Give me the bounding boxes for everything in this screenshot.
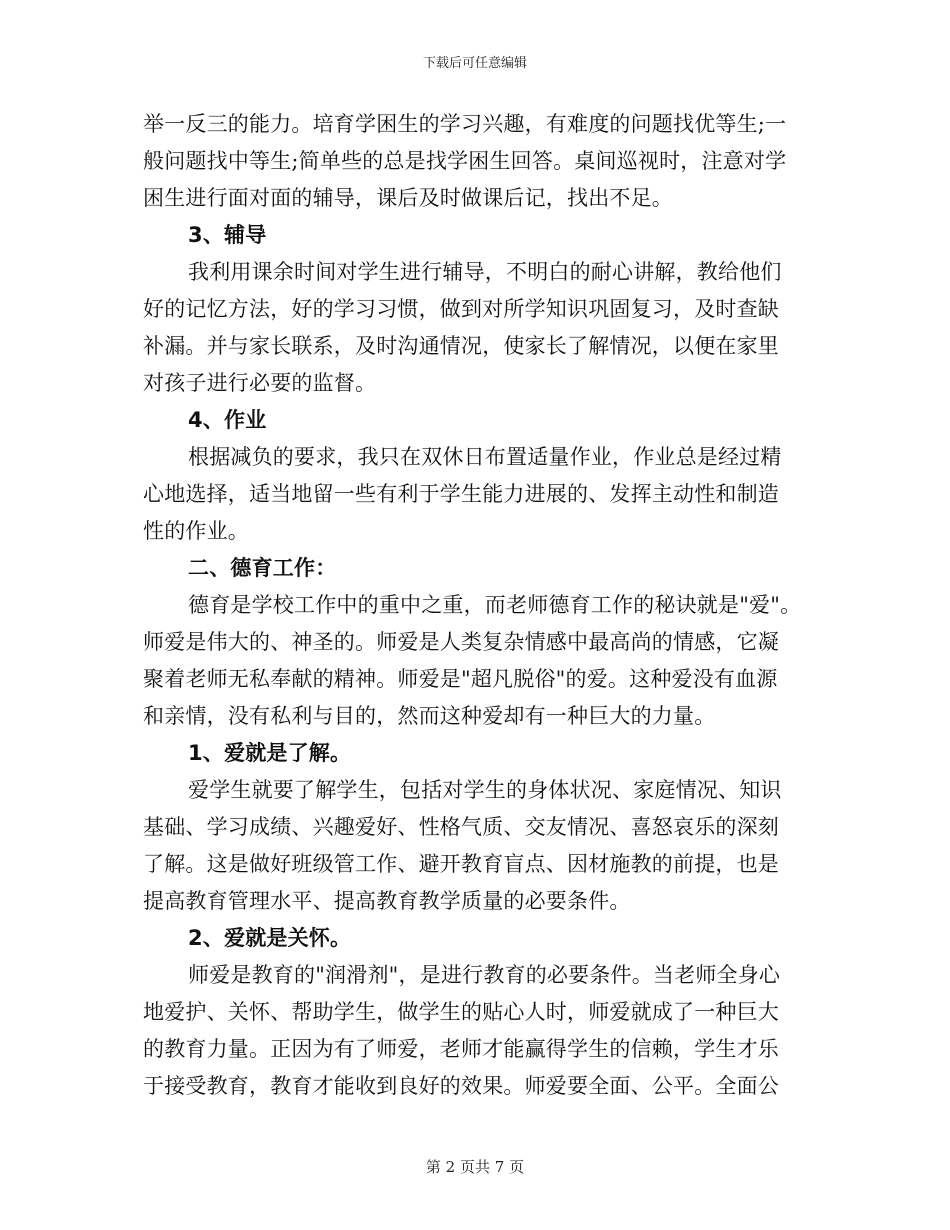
paragraph-line: 我利用课余时间对学生进行辅导，不明白的耐心讲解，教给他们 bbox=[188, 260, 782, 284]
paragraph-line: 了解。这是做好班级管工作、避开教育盲点、因材施教的前提，也是 bbox=[143, 852, 779, 876]
paragraph-line: 补漏。并与家长联系，及时沟通情况，使家长了解情况，以便在家里 bbox=[143, 334, 779, 358]
paragraph-line: 爱学生就要了解学生，包括对学生的身体状况、家庭情况、知识 bbox=[188, 778, 782, 802]
section-heading: 4、作业 bbox=[188, 408, 267, 432]
paragraph-line: 师爱是伟大的、神圣的。师爱是人类复杂情感中最高尚的情感，它凝 bbox=[143, 630, 779, 654]
paragraph-line: 根据减负的要求，我只在双休日布置适量作业，作业总是经过精 bbox=[188, 445, 782, 469]
paragraph-line: 对孩子进行必要的监督。 bbox=[143, 371, 377, 395]
paragraph-line: 性的作业。 bbox=[143, 519, 249, 543]
paragraph-line: 德育是学校工作中的重中之重，而老师德育工作的秘诀就是"爱"。 bbox=[188, 593, 802, 617]
page-header: 下载后可任意编辑 bbox=[422, 56, 527, 71]
paragraph-line: 提高教育管理水平、提高教育教学质量的必要条件。 bbox=[143, 889, 631, 913]
paragraph-line: 举一反三的能力。培育学困生的学习兴趣，有难度的问题找优等生;一 bbox=[143, 112, 787, 136]
paragraph-line: 般问题找中等生;简单些的总是找学困生回答。桌间巡视时，注意对学 bbox=[143, 149, 787, 173]
document-body bbox=[143, 106, 803, 1105]
section-heading: 二、德育工作： bbox=[188, 556, 337, 580]
paragraph-line: 好的记忆方法，好的学习习惯，做到对所学知识巩固复习，及时查缺 bbox=[143, 297, 779, 321]
paragraph-line: 地爱护、关怀、帮助学生，做学生的贴心人时，师爱就成了一种巨大 bbox=[143, 1000, 779, 1024]
paragraph-line: 聚着老师无私奉献的精神。师爱是"超凡脱俗"的爱。这种爱没有血源 bbox=[143, 667, 778, 691]
paragraph-line: 基础、学习成绩、兴趣爱好、性格气质、交友情况、喜怒哀乐的深刻 bbox=[143, 815, 779, 839]
paragraph-line: 和亲情，没有私利与目的，然而这种爱却有一种巨大的力量。 bbox=[143, 704, 716, 728]
paragraph-line: 师爱是教育的"润滑剂"，是进行教育的必要条件。当老师全身心 bbox=[188, 963, 781, 987]
paragraph-line: 心地选择，适当地留一些有利于学生能力进展的、发挥主动性和制造 bbox=[143, 482, 779, 506]
section-heading: 2、爱就是关怀。 bbox=[188, 926, 352, 950]
paragraph-line: 于接受教育，教育才能收到良好的效果。师爱要全面、公平。全面公 bbox=[143, 1074, 779, 1098]
paragraph-line: 的教育力量。正因为有了师爱，老师才能赢得学生的信赖，学生才乐 bbox=[143, 1037, 779, 1061]
section-heading: 3、辅导 bbox=[188, 223, 267, 247]
section-heading: 1、爱就是了解。 bbox=[188, 741, 352, 765]
page-footer: 第 2 页共 7 页 bbox=[425, 1158, 525, 1176]
paragraph-line: 困生进行面对面的辅导，课后及时做课后记，找出不足。 bbox=[143, 186, 673, 210]
